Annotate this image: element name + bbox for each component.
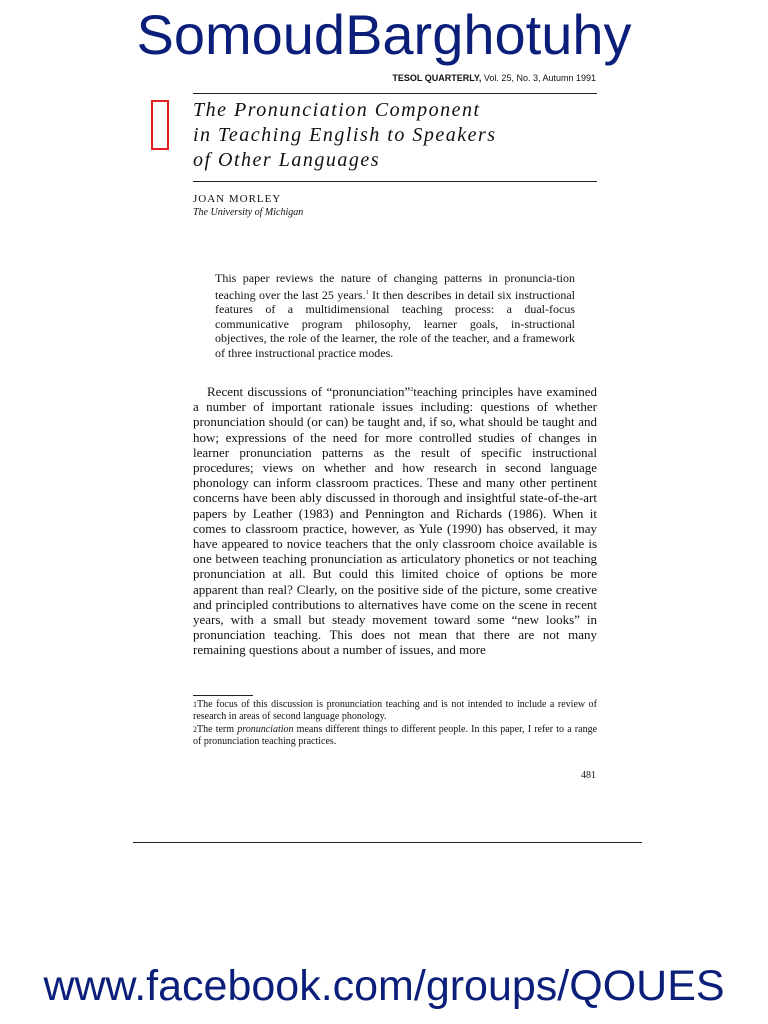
abstract-text: This paper reviews the nature of changing patterns in pronuncia-tion teaching over the last 25 years.: [215, 271, 575, 302]
page-number: 481: [581, 770, 596, 781]
footnote-term: pronunciation: [237, 724, 294, 735]
body-text: [193, 383, 597, 658]
footnote-text: The term: [197, 724, 238, 735]
footnotes: [193, 699, 597, 749]
footnote-rule: [193, 695, 253, 696]
footnote-ref: 2: [410, 387, 414, 393]
footnote-text: means different things to different people. In this paper, I refer to a range of pronunciation teaching practices.: [193, 724, 598, 747]
footnote-1: [193, 699, 597, 722]
journal-header: [392, 73, 596, 83]
author-affiliation: The University of Michigan: [193, 207, 304, 218]
paragraph-text: Recent discussions of “pronunciation”: [207, 384, 411, 399]
paragraph: [193, 383, 597, 658]
footnote-text: The focus of this discussion is pronunciation teaching and is not intended to include a review of research in areas of second language phonology.: [193, 699, 597, 722]
title-line: of Other Languages: [193, 149, 380, 171]
author-name: JOAN MORLEY: [193, 193, 282, 205]
header-rule: [193, 93, 597, 94]
footnote-2: [193, 724, 597, 747]
watermark-top: SomoudBarghotuhy: [136, 3, 632, 66]
missing-glyph-box-icon: [151, 100, 169, 150]
journal-name: TESOL QUARTERLY,: [392, 73, 482, 83]
watermark-bottom: www.facebook.com/groups/QOUES: [43, 962, 725, 1010]
paragraph-text: teaching principles have examined a number of important rationale issues including: questions of whether pronunciation should (or can) be taught and, if so, what should be taught and how; expressions of the need for more controlled studies of changes in learner pronunciation patterns as the result of specific instructional procedures; views on whether and how research in second language phonology can inform classroom practices. These and many other pertinent concerns have been ably discussed in thorough and insightful state-of-the-art papers by Leather (1983) and Pennington and Richards (1986). When it comes to classroom practice, however, as Yule (1990) has observed, it may have appeared to novice teachers that the only classroom choice available is one between teaching pronunciation as articulatory phonetics or not teaching pronunciation at all. But could this limited choice of options be more apparent than real? Clearly, on the positive side of the picture, some creative and principled contributions to alternatives have come on the scene in recent years, with a small but steady movement toward some “new looks” in pronunciation teaching. This does not mean that there are not many remaining questions about a number of issues, and more: [193, 384, 597, 658]
title-line: in Teaching English to Speakers: [193, 124, 497, 146]
article-title: [193, 98, 597, 173]
footnote-ref: 1: [365, 289, 369, 296]
footnote-number: 1: [193, 700, 197, 709]
title-rule: [193, 181, 597, 182]
title-line: The Pronunciation Component: [193, 99, 481, 121]
footnote-number: 2: [193, 725, 197, 734]
abstract: [215, 271, 575, 361]
journal-issue: Vol. 25, No. 3, Autumn 1991: [483, 73, 596, 83]
page-bottom-rule: [133, 842, 642, 843]
abstract-text: It then describes in detail six instructional features of a multidimensional teaching process: a dual-focus communicative program philosophy, learner goals, in-structional objectives, the role of the learner, the role of the teacher, and a framework of three instructional practice modes.: [215, 287, 575, 360]
